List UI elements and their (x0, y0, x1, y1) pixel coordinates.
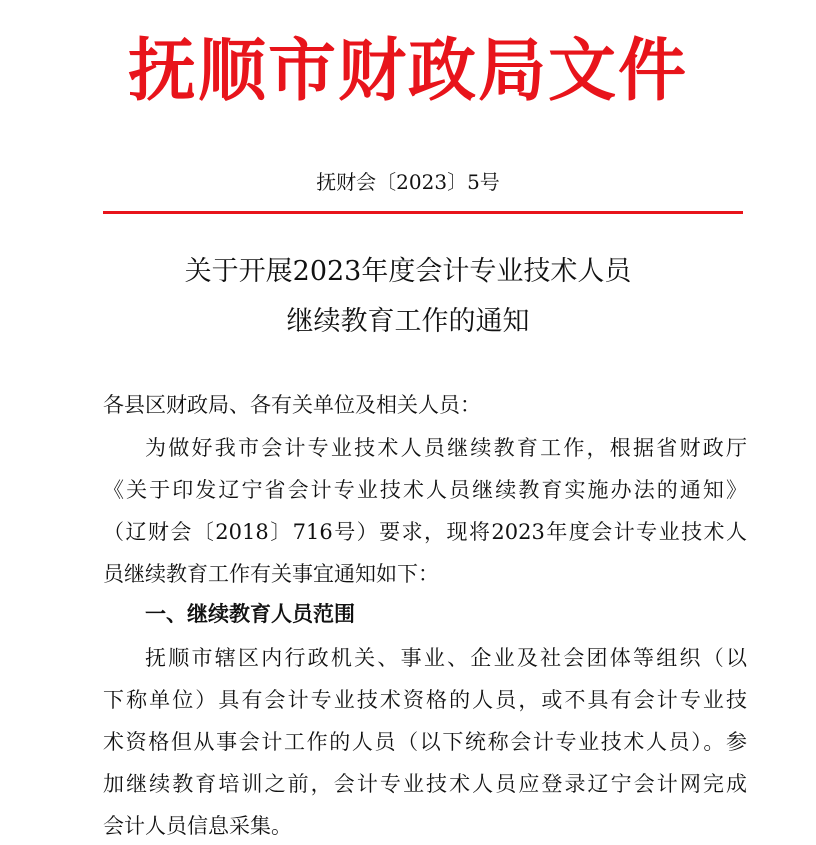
paragraph-line: （辽财会〔2018〕716号）要求，现将2023年度会计专业技术人 (103, 520, 747, 544)
paragraph-line: 员继续教育工作有关事宜通知如下： (103, 562, 439, 586)
paragraph-line: 《关于印发辽宁省会计专业技术人员继续教育实施办法的通知》 (103, 478, 747, 502)
salutation: 各县区财政局、各有关单位及相关人员： (103, 393, 481, 417)
document-masthead: 抚顺市财政局文件 (127, 31, 688, 111)
red-divider (103, 211, 743, 214)
paragraph-line: 为做好我市会计专业技术人员继续教育工作，根据省财政厅 (145, 436, 747, 460)
document-title-line-2: 继续教育工作的通知 (286, 306, 530, 337)
document-number: 抚财会〔2023〕5号 (316, 170, 500, 194)
section-heading: 一、继续教育人员范围 (145, 602, 355, 626)
paragraph-line: 下称单位）具有会计专业技术资格的人员，或不具有会计专业技 (103, 688, 747, 712)
paragraph-line: 加继续教育培训之前，会计专业技术人员应登录辽宁会计网完成 (103, 772, 747, 796)
document-title-line-1: 关于开展2023年度会计专业技术人员 (184, 256, 632, 287)
paragraph-line: 术资格但从事会计工作的人员（以下统称会计专业技术人员）。参 (103, 730, 747, 754)
paragraph-line: 会计人员信息采集。 (103, 814, 292, 838)
paragraph-line: 抚顺市辖区内行政机关、事业、企业及社会团体等组织（以 (145, 646, 747, 670)
